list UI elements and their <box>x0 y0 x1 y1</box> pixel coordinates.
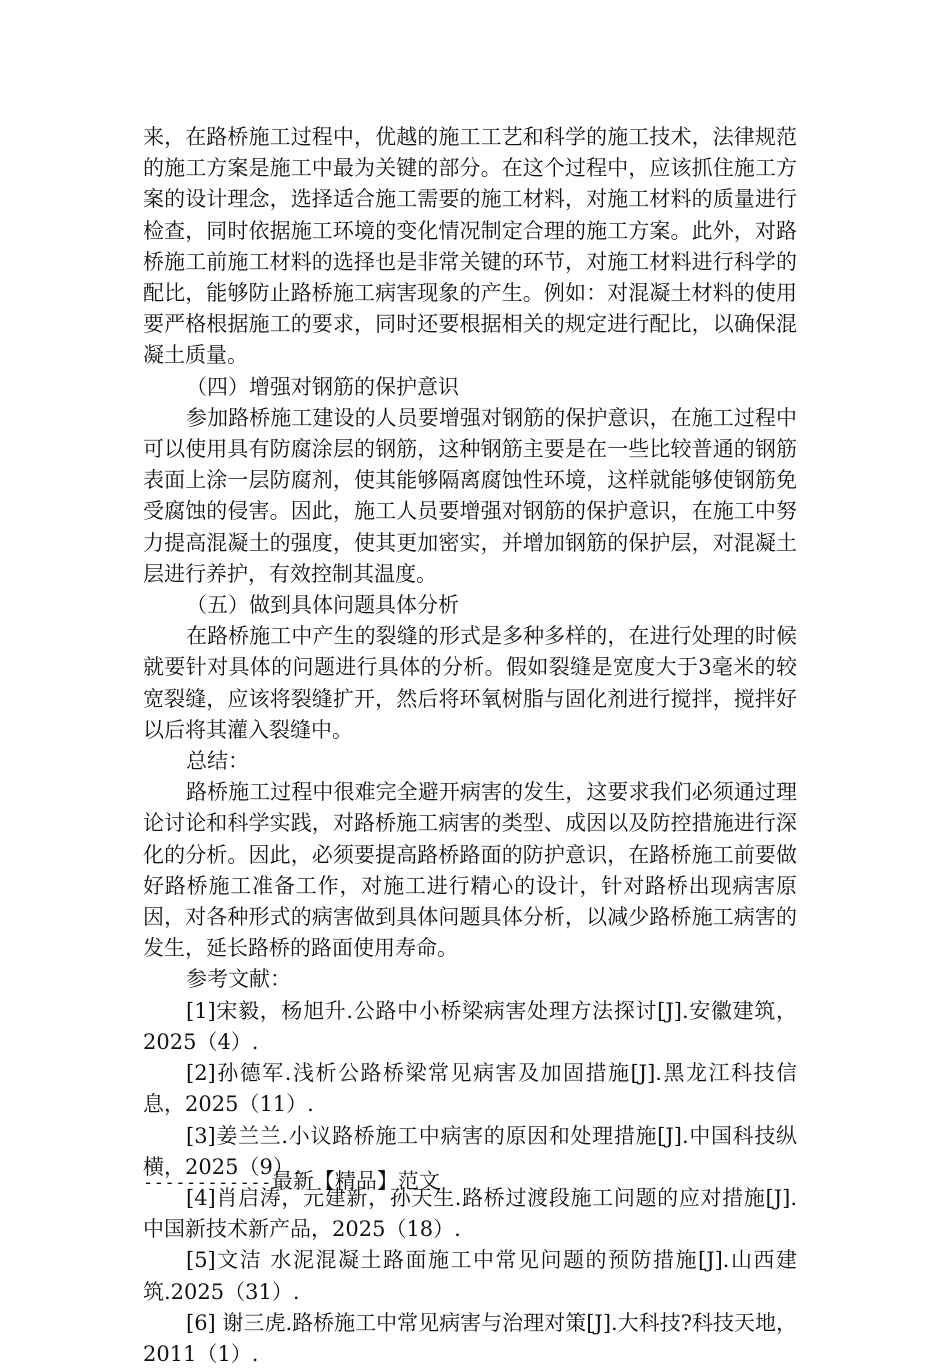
reference-item-4: [4]肖启涛，元建新，孙天生.路桥过渡段施工问题的应对措施[J].中国新技术新产品，2025（18）. <box>143 1185 797 1242</box>
references-heading: 参考文献： <box>186 967 291 992</box>
summary-paragraph: 路桥施工过程中很难完全避开病害的发生，这要求我们必须通过理论讨论和科学实践，对路桥施工病害的类型、成因以及防控措施进行深化的分析。因此，必须要提高路桥路面的防护意识，在路桥施工前要做好路桥施工准备工作，对施工进行精心的设计，针对路桥出现病害原因，对各种形式的病害做到具体问题具体分析，以减少路桥施工病害的发生，延长路桥的路面使用寿命。 <box>143 780 797 961</box>
reference-item-1: [1]宋毅，杨旭升.公路中小桥梁病害处理方法探讨[J].安徽建筑，2025（4）. <box>143 998 797 1054</box>
section-heading-4: （四）增强对钢筋的保护意识 <box>186 374 459 399</box>
footer-dashes: ------------ <box>143 1173 272 1193</box>
footer-text: 最新【精品】范文 <box>271 1169 440 1193</box>
body-paragraph-3: 在路桥施工中产生的裂缝的形式是多种多样的，在进行处理的时候就要针对具体的问题进行具体的分析。假如裂缝是宽度大于3毫米的较宽裂缝，应该将裂缝扩开，然后将环氧树脂与固化剂进行搅拌，搅拌好以后将其灌入裂缝中。 <box>143 624 797 742</box>
section-heading-5: （五）做到具体问题具体分析 <box>186 593 459 618</box>
summary-heading: 总结： <box>186 749 249 774</box>
reference-item-2: [2]孙德军.浅析公路桥梁常见病害及加固措施[J].黑龙江科技信息，2025（11）. <box>143 1061 797 1117</box>
body-paragraph-2: 参加路桥施工建设的人员要增强对钢筋的保护意识，在施工过程中可以使用具有防腐涂层的钢筋，这种钢筋主要是在一些比较普通的钢筋表面上涂一层防腐剂，使其能够隔离腐蚀性环境，这样就能够使钢筋免受腐蚀的侵害。因此，施工人员要增强对钢筋的保护意识，在施工中努力提高混凝土的强度，使其更加密实，并增加钢筋的保护层，对混凝土层进行养护，有效控制其温度。 <box>143 405 797 586</box>
body-paragraph-1: 来，在路桥施工过程中，优越的施工工艺和科学的施工技术，法律规范的施工方案是施工中最为关键的部分。在这个过程中，应该抓住施工方案的设计理念，选择适合施工需要的施工材料，对施工材料的质量进行检查，同时依据施工环境的变化情况制定合理的施工方案。此外，对路桥施工前施工材料的选择也是非常关键的环节，对施工材料进行科学的配比，能够防止路桥施工病害现象的产生。例如：对混凝土材料的使用要严格根据施工的要求，同时还要根据相关的规定进行配比，以确保混凝土质量。 <box>143 125 797 368</box>
reference-item-3: [3]姜兰兰.小议路桥施工中病害的原因和处理措施[J].中国科技纵横，2025（9）. <box>143 1123 797 1179</box>
reference-item-5: [5]文洁 水泥混凝土路面施工中常见问题的预防措施[J].山西建筑.2025（31）. <box>143 1248 797 1304</box>
reference-item-6: [6] 谢三虎.路桥施工中常见病害与治理对策[J].大科技?科技天地，2011（1）. <box>143 1310 797 1366</box>
page-footer <box>143 1166 440 1199</box>
